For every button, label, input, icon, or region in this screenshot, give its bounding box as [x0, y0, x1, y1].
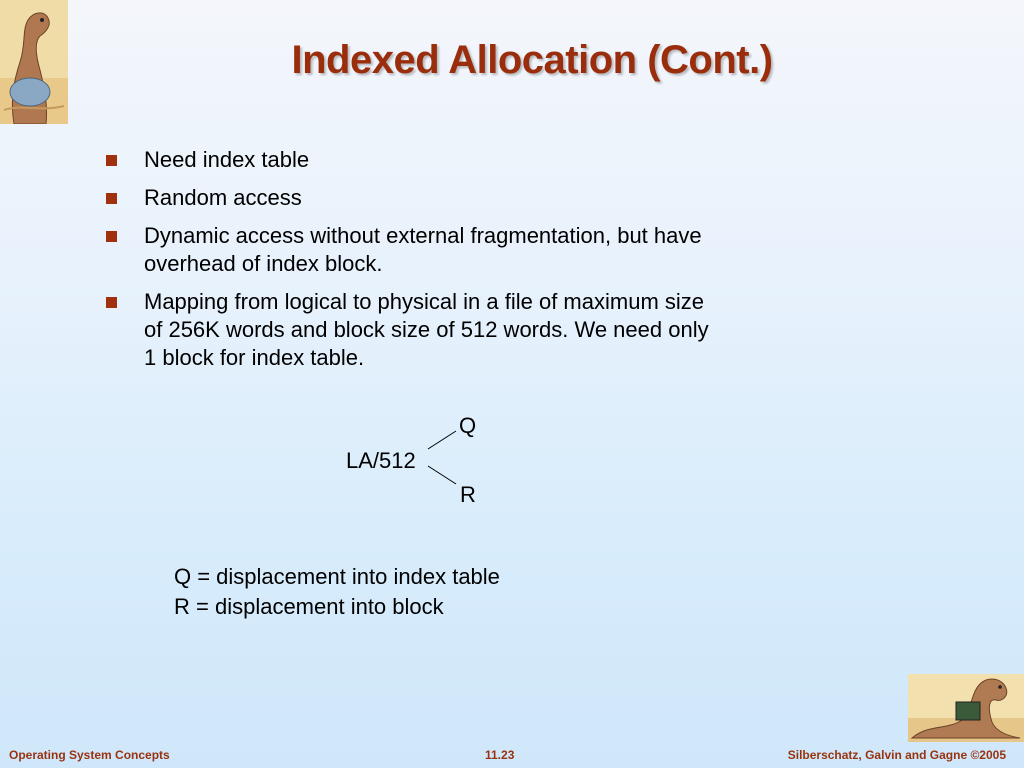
quotient-label: Q — [459, 413, 477, 438]
bullet-list — [106, 146, 826, 382]
bullet-square-icon — [106, 155, 117, 166]
definition-q: Q = displacement into index table — [174, 564, 500, 589]
bullet-text: overhead of index block. — [144, 251, 383, 276]
slide-title: Indexed Allocation (Cont.) — [291, 38, 773, 82]
slide-footer — [0, 742, 1024, 768]
bullet-text: Need index table — [144, 147, 310, 172]
bullet-square-icon — [106, 231, 117, 242]
bullet-item — [106, 146, 826, 174]
dividend-label: LA/512 — [346, 448, 416, 473]
bullet-item — [106, 184, 826, 212]
bullet-square-icon — [106, 297, 117, 308]
footer-page-number: 11.23 — [485, 748, 515, 762]
bullet-item — [106, 222, 826, 278]
remainder-branch-line — [428, 466, 456, 484]
bullet-text: Dynamic access without external fragmentation, but have — [144, 223, 702, 248]
remainder-label: R — [460, 482, 476, 507]
footer-course: Operating System Concepts — [9, 748, 170, 762]
definitions — [174, 562, 500, 622]
dinosaur-logo-bottom — [908, 674, 1024, 742]
quotient-branch-line — [428, 431, 456, 449]
bullet-square-icon — [106, 193, 117, 204]
definition-r: R = displacement into block — [174, 594, 444, 619]
bullet-text: Mapping from logical to physical in a file of maximum size — [144, 289, 705, 314]
bullet-text: Random access — [144, 185, 302, 210]
bullet-item — [106, 288, 826, 372]
bullet-text: of 256K words and block size of 512 words. We need only — [144, 317, 709, 342]
bullet-text: 1 block for index table. — [144, 345, 365, 370]
footer-copyright: Silberschatz, Galvin and Gagne ©2005 — [787, 748, 1006, 762]
